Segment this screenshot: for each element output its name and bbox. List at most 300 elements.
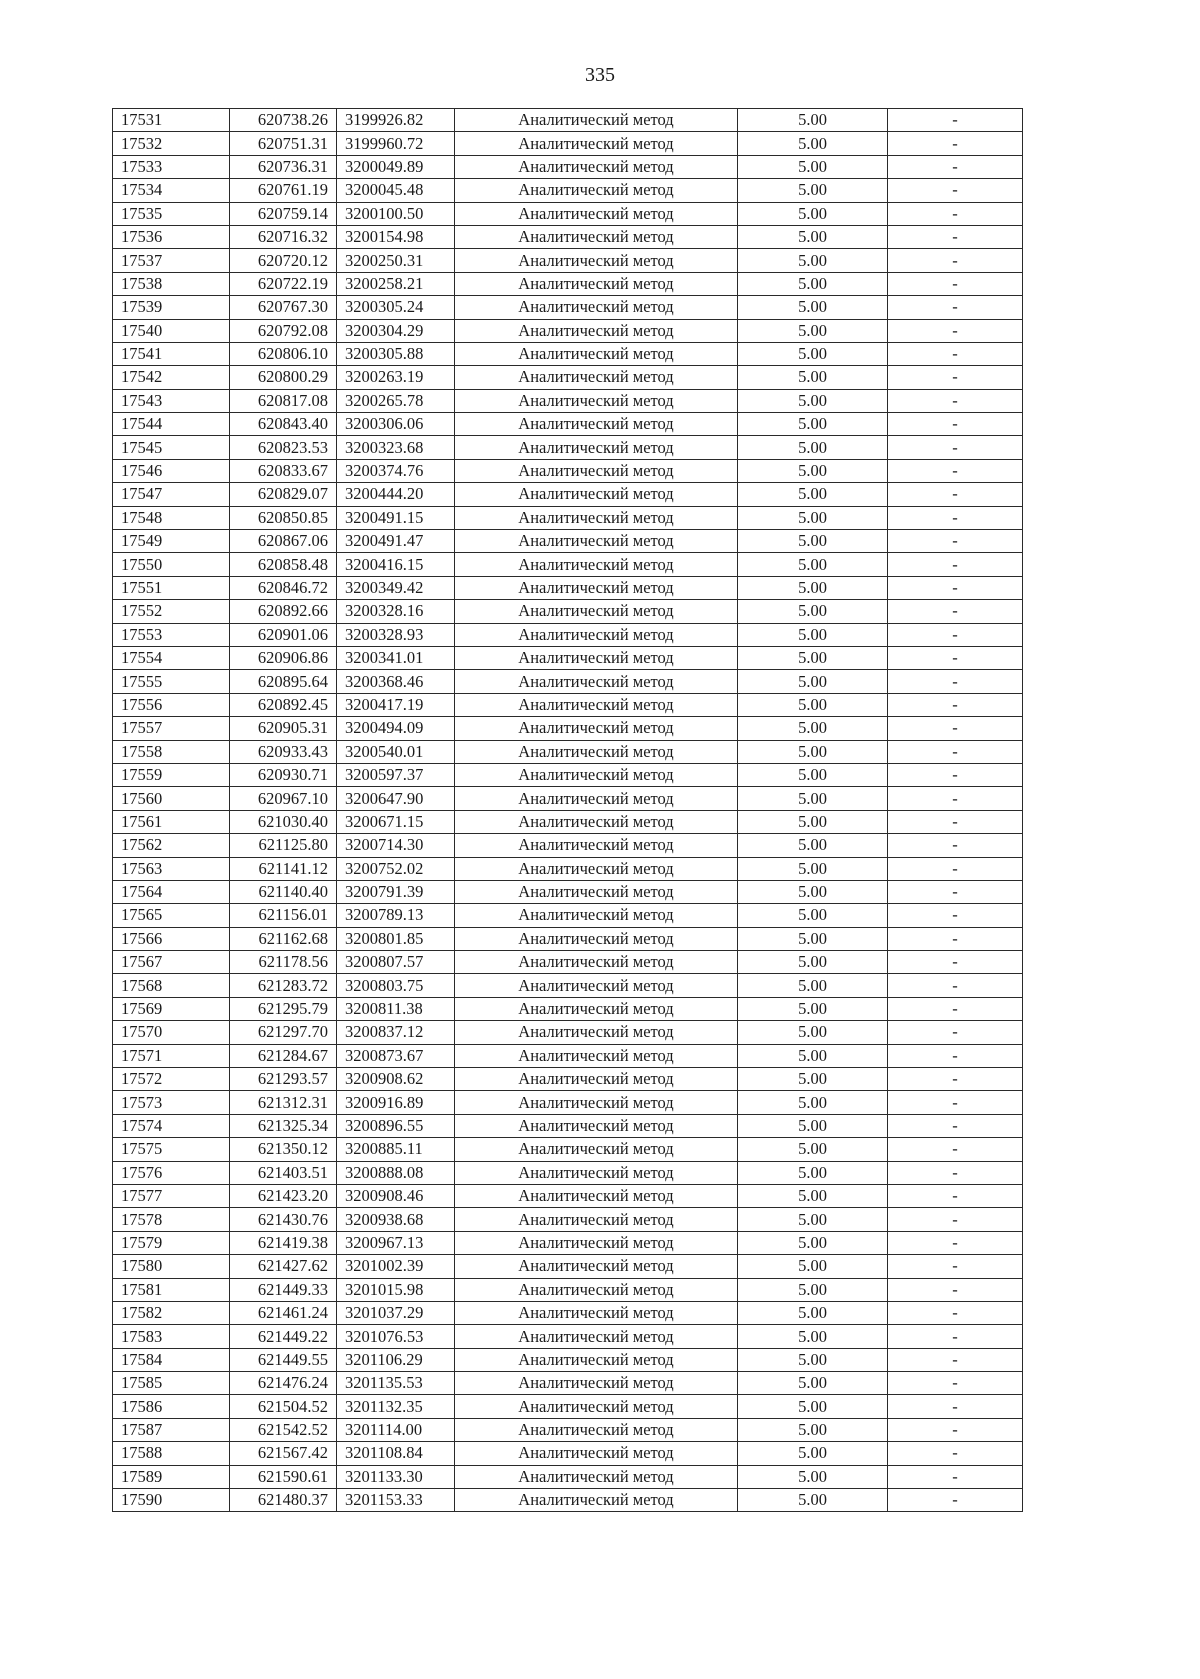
point-id-cell: 17532 xyxy=(113,132,230,155)
method-cell: Аналитический метод xyxy=(455,740,738,763)
x-coordinate-cell: 621476.24 xyxy=(230,1372,337,1395)
x-coordinate-cell: 620736.31 xyxy=(230,155,337,178)
table-row xyxy=(113,904,1023,927)
method-cell: Аналитический метод xyxy=(455,249,738,272)
note-cell: - xyxy=(888,1348,1023,1371)
accuracy-cell: 5.00 xyxy=(738,1372,888,1395)
x-coordinate-cell: 620967.10 xyxy=(230,787,337,810)
method-cell: Аналитический метод xyxy=(455,1301,738,1324)
note-cell: - xyxy=(888,787,1023,810)
table-row xyxy=(113,1114,1023,1137)
y-coordinate-cell: 3200967.13 xyxy=(337,1231,455,1254)
x-coordinate-cell: 621297.70 xyxy=(230,1021,337,1044)
accuracy-cell: 5.00 xyxy=(738,553,888,576)
accuracy-cell: 5.00 xyxy=(738,1044,888,1067)
point-id-cell: 17590 xyxy=(113,1489,230,1512)
note-cell: - xyxy=(888,810,1023,833)
note-cell: - xyxy=(888,319,1023,342)
y-coordinate-cell: 3200368.46 xyxy=(337,670,455,693)
y-coordinate-cell: 3201114.00 xyxy=(337,1418,455,1441)
method-cell: Аналитический метод xyxy=(455,553,738,576)
accuracy-cell: 5.00 xyxy=(738,296,888,319)
accuracy-cell: 5.00 xyxy=(738,1325,888,1348)
note-cell: - xyxy=(888,296,1023,319)
point-id-cell: 17554 xyxy=(113,646,230,669)
accuracy-cell: 5.00 xyxy=(738,342,888,365)
accuracy-cell: 5.00 xyxy=(738,1489,888,1512)
table-row xyxy=(113,1091,1023,1114)
y-coordinate-cell: 3201135.53 xyxy=(337,1372,455,1395)
page-number: 335 xyxy=(585,64,615,86)
method-cell: Аналитический метод xyxy=(455,810,738,833)
x-coordinate-cell: 620930.71 xyxy=(230,763,337,786)
table-row xyxy=(113,249,1023,272)
y-coordinate-cell: 3200100.50 xyxy=(337,202,455,225)
point-id-cell: 17538 xyxy=(113,272,230,295)
method-cell: Аналитический метод xyxy=(455,109,738,132)
method-cell: Аналитический метод xyxy=(455,319,738,342)
point-id-cell: 17589 xyxy=(113,1465,230,1488)
note-cell: - xyxy=(888,506,1023,529)
table-row xyxy=(113,1278,1023,1301)
x-coordinate-cell: 620906.86 xyxy=(230,646,337,669)
x-coordinate-cell: 620901.06 xyxy=(230,623,337,646)
note-cell: - xyxy=(888,693,1023,716)
accuracy-cell: 5.00 xyxy=(738,132,888,155)
y-coordinate-cell: 3201002.39 xyxy=(337,1255,455,1278)
note-cell: - xyxy=(888,1372,1023,1395)
table-row xyxy=(113,1489,1023,1512)
y-coordinate-cell: 3200873.67 xyxy=(337,1044,455,1067)
note-cell: - xyxy=(888,483,1023,506)
x-coordinate-cell: 620759.14 xyxy=(230,202,337,225)
x-coordinate-cell: 620846.72 xyxy=(230,576,337,599)
method-cell: Аналитический метод xyxy=(455,225,738,248)
x-coordinate-cell: 621504.52 xyxy=(230,1395,337,1418)
note-cell: - xyxy=(888,1489,1023,1512)
accuracy-cell: 5.00 xyxy=(738,109,888,132)
method-cell: Аналитический метод xyxy=(455,1465,738,1488)
note-cell: - xyxy=(888,927,1023,950)
table-row xyxy=(113,342,1023,365)
method-cell: Аналитический метод xyxy=(455,646,738,669)
y-coordinate-cell: 3201153.33 xyxy=(337,1489,455,1512)
y-coordinate-cell: 3200349.42 xyxy=(337,576,455,599)
point-id-cell: 17543 xyxy=(113,389,230,412)
method-cell: Аналитический метод xyxy=(455,834,738,857)
point-id-cell: 17558 xyxy=(113,740,230,763)
note-cell: - xyxy=(888,1442,1023,1465)
point-id-cell: 17531 xyxy=(113,109,230,132)
table-row xyxy=(113,202,1023,225)
y-coordinate-cell: 3200304.29 xyxy=(337,319,455,342)
accuracy-cell: 5.00 xyxy=(738,1301,888,1324)
note-cell: - xyxy=(888,974,1023,997)
accuracy-cell: 5.00 xyxy=(738,857,888,880)
accuracy-cell: 5.00 xyxy=(738,272,888,295)
accuracy-cell: 5.00 xyxy=(738,413,888,436)
x-coordinate-cell: 620738.26 xyxy=(230,109,337,132)
note-cell: - xyxy=(888,436,1023,459)
note-cell: - xyxy=(888,623,1023,646)
accuracy-cell: 5.00 xyxy=(738,179,888,202)
x-coordinate-cell: 621590.61 xyxy=(230,1465,337,1488)
accuracy-cell: 5.00 xyxy=(738,1091,888,1114)
y-coordinate-cell: 3200811.38 xyxy=(337,997,455,1020)
method-cell: Аналитический метод xyxy=(455,1278,738,1301)
x-coordinate-cell: 620761.19 xyxy=(230,179,337,202)
accuracy-cell: 5.00 xyxy=(738,366,888,389)
note-cell: - xyxy=(888,155,1023,178)
coordinates-table xyxy=(112,108,1023,1512)
accuracy-cell: 5.00 xyxy=(738,1138,888,1161)
accuracy-cell: 5.00 xyxy=(738,787,888,810)
y-coordinate-cell: 3201076.53 xyxy=(337,1325,455,1348)
note-cell: - xyxy=(888,272,1023,295)
table-row xyxy=(113,553,1023,576)
method-cell: Аналитический метод xyxy=(455,693,738,716)
note-cell: - xyxy=(888,132,1023,155)
accuracy-cell: 5.00 xyxy=(738,249,888,272)
note-cell: - xyxy=(888,553,1023,576)
note-cell: - xyxy=(888,904,1023,927)
table-row xyxy=(113,997,1023,1020)
method-cell: Аналитический метод xyxy=(455,413,738,436)
note-cell: - xyxy=(888,1044,1023,1067)
point-id-cell: 17582 xyxy=(113,1301,230,1324)
table-row xyxy=(113,623,1023,646)
point-id-cell: 17546 xyxy=(113,459,230,482)
note-cell: - xyxy=(888,342,1023,365)
y-coordinate-cell: 3200540.01 xyxy=(337,740,455,763)
accuracy-cell: 5.00 xyxy=(738,646,888,669)
y-coordinate-cell: 3201132.35 xyxy=(337,1395,455,1418)
table-row xyxy=(113,459,1023,482)
x-coordinate-cell: 620905.31 xyxy=(230,717,337,740)
y-coordinate-cell: 3200494.09 xyxy=(337,717,455,740)
point-id-cell: 17534 xyxy=(113,179,230,202)
point-id-cell: 17533 xyxy=(113,155,230,178)
point-id-cell: 17557 xyxy=(113,717,230,740)
method-cell: Аналитический метод xyxy=(455,1372,738,1395)
table-row xyxy=(113,810,1023,833)
y-coordinate-cell: 3200154.98 xyxy=(337,225,455,248)
accuracy-cell: 5.00 xyxy=(738,600,888,623)
accuracy-cell: 5.00 xyxy=(738,155,888,178)
accuracy-cell: 5.00 xyxy=(738,1068,888,1091)
x-coordinate-cell: 620933.43 xyxy=(230,740,337,763)
note-cell: - xyxy=(888,717,1023,740)
note-cell: - xyxy=(888,109,1023,132)
y-coordinate-cell: 3199960.72 xyxy=(337,132,455,155)
x-coordinate-cell: 621156.01 xyxy=(230,904,337,927)
y-coordinate-cell: 3200896.55 xyxy=(337,1114,455,1137)
y-coordinate-cell: 3200908.46 xyxy=(337,1184,455,1207)
y-coordinate-cell: 3200305.88 xyxy=(337,342,455,365)
y-coordinate-cell: 3201106.29 xyxy=(337,1348,455,1371)
x-coordinate-cell: 620800.29 xyxy=(230,366,337,389)
y-coordinate-cell: 3200417.19 xyxy=(337,693,455,716)
accuracy-cell: 5.00 xyxy=(738,459,888,482)
accuracy-cell: 5.00 xyxy=(738,974,888,997)
x-coordinate-cell: 620850.85 xyxy=(230,506,337,529)
x-coordinate-cell: 621461.24 xyxy=(230,1301,337,1324)
table-row xyxy=(113,740,1023,763)
y-coordinate-cell: 3200916.89 xyxy=(337,1091,455,1114)
table-row xyxy=(113,132,1023,155)
y-coordinate-cell: 3200938.68 xyxy=(337,1208,455,1231)
point-id-cell: 17562 xyxy=(113,834,230,857)
x-coordinate-cell: 620843.40 xyxy=(230,413,337,436)
y-coordinate-cell: 3200305.24 xyxy=(337,296,455,319)
x-coordinate-cell: 620867.06 xyxy=(230,530,337,553)
accuracy-cell: 5.00 xyxy=(738,880,888,903)
table-row xyxy=(113,880,1023,903)
note-cell: - xyxy=(888,600,1023,623)
table-row xyxy=(113,413,1023,436)
x-coordinate-cell: 621430.76 xyxy=(230,1208,337,1231)
table-row xyxy=(113,717,1023,740)
y-coordinate-cell: 3200752.02 xyxy=(337,857,455,880)
note-cell: - xyxy=(888,1114,1023,1137)
point-id-cell: 17553 xyxy=(113,623,230,646)
table-row xyxy=(113,1161,1023,1184)
note-cell: - xyxy=(888,1395,1023,1418)
table-row xyxy=(113,1465,1023,1488)
method-cell: Аналитический метод xyxy=(455,1325,738,1348)
method-cell: Аналитический метод xyxy=(455,904,738,927)
point-id-cell: 17566 xyxy=(113,927,230,950)
accuracy-cell: 5.00 xyxy=(738,1278,888,1301)
x-coordinate-cell: 620716.32 xyxy=(230,225,337,248)
x-coordinate-cell: 620829.07 xyxy=(230,483,337,506)
point-id-cell: 17561 xyxy=(113,810,230,833)
table-row xyxy=(113,1418,1023,1441)
table-row xyxy=(113,1231,1023,1254)
note-cell: - xyxy=(888,1138,1023,1161)
method-cell: Аналитический метод xyxy=(455,366,738,389)
method-cell: Аналитический метод xyxy=(455,1418,738,1441)
method-cell: Аналитический метод xyxy=(455,389,738,412)
accuracy-cell: 5.00 xyxy=(738,1255,888,1278)
method-cell: Аналитический метод xyxy=(455,600,738,623)
accuracy-cell: 5.00 xyxy=(738,1021,888,1044)
x-coordinate-cell: 621403.51 xyxy=(230,1161,337,1184)
x-coordinate-cell: 620823.53 xyxy=(230,436,337,459)
table-row xyxy=(113,646,1023,669)
table-row xyxy=(113,1138,1023,1161)
y-coordinate-cell: 3200647.90 xyxy=(337,787,455,810)
y-coordinate-cell: 3200597.37 xyxy=(337,763,455,786)
point-id-cell: 17585 xyxy=(113,1372,230,1395)
table-body xyxy=(113,109,1023,1512)
note-cell: - xyxy=(888,670,1023,693)
table-row xyxy=(113,109,1023,132)
x-coordinate-cell: 620892.66 xyxy=(230,600,337,623)
point-id-cell: 17567 xyxy=(113,951,230,974)
accuracy-cell: 5.00 xyxy=(738,1184,888,1207)
note-cell: - xyxy=(888,179,1023,202)
point-id-cell: 17570 xyxy=(113,1021,230,1044)
note-cell: - xyxy=(888,1418,1023,1441)
method-cell: Аналитический метод xyxy=(455,670,738,693)
x-coordinate-cell: 621419.38 xyxy=(230,1231,337,1254)
accuracy-cell: 5.00 xyxy=(738,951,888,974)
table-row xyxy=(113,1442,1023,1465)
x-coordinate-cell: 621283.72 xyxy=(230,974,337,997)
accuracy-cell: 5.00 xyxy=(738,576,888,599)
note-cell: - xyxy=(888,249,1023,272)
x-coordinate-cell: 620806.10 xyxy=(230,342,337,365)
table-row xyxy=(113,366,1023,389)
method-cell: Аналитический метод xyxy=(455,342,738,365)
point-id-cell: 17578 xyxy=(113,1208,230,1231)
point-id-cell: 17572 xyxy=(113,1068,230,1091)
x-coordinate-cell: 621449.33 xyxy=(230,1278,337,1301)
y-coordinate-cell: 3200671.15 xyxy=(337,810,455,833)
accuracy-cell: 5.00 xyxy=(738,1465,888,1488)
note-cell: - xyxy=(888,1161,1023,1184)
y-coordinate-cell: 3201133.30 xyxy=(337,1465,455,1488)
point-id-cell: 17565 xyxy=(113,904,230,927)
method-cell: Аналитический метод xyxy=(455,1138,738,1161)
table-row xyxy=(113,1301,1023,1324)
method-cell: Аналитический метод xyxy=(455,1044,738,1067)
method-cell: Аналитический метод xyxy=(455,436,738,459)
point-id-cell: 17560 xyxy=(113,787,230,810)
point-id-cell: 17564 xyxy=(113,880,230,903)
method-cell: Аналитический метод xyxy=(455,623,738,646)
accuracy-cell: 5.00 xyxy=(738,319,888,342)
point-id-cell: 17587 xyxy=(113,1418,230,1441)
note-cell: - xyxy=(888,763,1023,786)
y-coordinate-cell: 3200265.78 xyxy=(337,389,455,412)
accuracy-cell: 5.00 xyxy=(738,1348,888,1371)
table-row xyxy=(113,296,1023,319)
y-coordinate-cell: 3200714.30 xyxy=(337,834,455,857)
point-id-cell: 17573 xyxy=(113,1091,230,1114)
method-cell: Аналитический метод xyxy=(455,787,738,810)
method-cell: Аналитический метод xyxy=(455,1184,738,1207)
x-coordinate-cell: 621480.37 xyxy=(230,1489,337,1512)
point-id-cell: 17556 xyxy=(113,693,230,716)
note-cell: - xyxy=(888,389,1023,412)
method-cell: Аналитический метод xyxy=(455,1442,738,1465)
accuracy-cell: 5.00 xyxy=(738,436,888,459)
point-id-cell: 17584 xyxy=(113,1348,230,1371)
x-coordinate-cell: 621312.31 xyxy=(230,1091,337,1114)
y-coordinate-cell: 3200791.39 xyxy=(337,880,455,903)
accuracy-cell: 5.00 xyxy=(738,1231,888,1254)
method-cell: Аналитический метод xyxy=(455,1091,738,1114)
x-coordinate-cell: 620767.30 xyxy=(230,296,337,319)
note-cell: - xyxy=(888,1231,1023,1254)
x-coordinate-cell: 621449.55 xyxy=(230,1348,337,1371)
method-cell: Аналитический метод xyxy=(455,1489,738,1512)
table-row xyxy=(113,951,1023,974)
point-id-cell: 17569 xyxy=(113,997,230,1020)
y-coordinate-cell: 3200328.93 xyxy=(337,623,455,646)
method-cell: Аналитический метод xyxy=(455,179,738,202)
method-cell: Аналитический метод xyxy=(455,857,738,880)
method-cell: Аналитический метод xyxy=(455,530,738,553)
table-row xyxy=(113,1044,1023,1067)
note-cell: - xyxy=(888,576,1023,599)
point-id-cell: 17537 xyxy=(113,249,230,272)
table-row xyxy=(113,670,1023,693)
note-cell: - xyxy=(888,1091,1023,1114)
table-row xyxy=(113,1021,1023,1044)
note-cell: - xyxy=(888,225,1023,248)
method-cell: Аналитический метод xyxy=(455,1231,738,1254)
point-id-cell: 17576 xyxy=(113,1161,230,1184)
x-coordinate-cell: 621284.67 xyxy=(230,1044,337,1067)
y-coordinate-cell: 3200803.75 xyxy=(337,974,455,997)
point-id-cell: 17563 xyxy=(113,857,230,880)
y-coordinate-cell: 3200801.85 xyxy=(337,927,455,950)
accuracy-cell: 5.00 xyxy=(738,904,888,927)
table-row xyxy=(113,436,1023,459)
point-id-cell: 17581 xyxy=(113,1278,230,1301)
x-coordinate-cell: 621423.20 xyxy=(230,1184,337,1207)
accuracy-cell: 5.00 xyxy=(738,1395,888,1418)
point-id-cell: 17539 xyxy=(113,296,230,319)
x-coordinate-cell: 621178.56 xyxy=(230,951,337,974)
table-row xyxy=(113,974,1023,997)
method-cell: Аналитический метод xyxy=(455,202,738,225)
method-cell: Аналитический метод xyxy=(455,1395,738,1418)
x-coordinate-cell: 621125.80 xyxy=(230,834,337,857)
method-cell: Аналитический метод xyxy=(455,717,738,740)
y-coordinate-cell: 3201015.98 xyxy=(337,1278,455,1301)
y-coordinate-cell: 3201108.84 xyxy=(337,1442,455,1465)
accuracy-cell: 5.00 xyxy=(738,506,888,529)
point-id-cell: 17571 xyxy=(113,1044,230,1067)
note-cell: - xyxy=(888,366,1023,389)
table-row xyxy=(113,506,1023,529)
point-id-cell: 17577 xyxy=(113,1184,230,1207)
point-id-cell: 17535 xyxy=(113,202,230,225)
note-cell: - xyxy=(888,646,1023,669)
y-coordinate-cell: 3200323.68 xyxy=(337,436,455,459)
y-coordinate-cell: 3200306.06 xyxy=(337,413,455,436)
table-row xyxy=(113,1372,1023,1395)
table-row xyxy=(113,600,1023,623)
table-row xyxy=(113,693,1023,716)
method-cell: Аналитический метод xyxy=(455,1161,738,1184)
note-cell: - xyxy=(888,459,1023,482)
point-id-cell: 17547 xyxy=(113,483,230,506)
y-coordinate-cell: 3200263.19 xyxy=(337,366,455,389)
table-row xyxy=(113,179,1023,202)
x-coordinate-cell: 620858.48 xyxy=(230,553,337,576)
method-cell: Аналитический метод xyxy=(455,1348,738,1371)
point-id-cell: 17544 xyxy=(113,413,230,436)
accuracy-cell: 5.00 xyxy=(738,693,888,716)
accuracy-cell: 5.00 xyxy=(738,740,888,763)
point-id-cell: 17583 xyxy=(113,1325,230,1348)
note-cell: - xyxy=(888,413,1023,436)
y-coordinate-cell: 3200341.01 xyxy=(337,646,455,669)
table-row xyxy=(113,787,1023,810)
x-coordinate-cell: 621141.12 xyxy=(230,857,337,880)
y-coordinate-cell: 3200374.76 xyxy=(337,459,455,482)
table-row xyxy=(113,1068,1023,1091)
point-id-cell: 17542 xyxy=(113,366,230,389)
accuracy-cell: 5.00 xyxy=(738,1208,888,1231)
x-coordinate-cell: 620751.31 xyxy=(230,132,337,155)
point-id-cell: 17580 xyxy=(113,1255,230,1278)
